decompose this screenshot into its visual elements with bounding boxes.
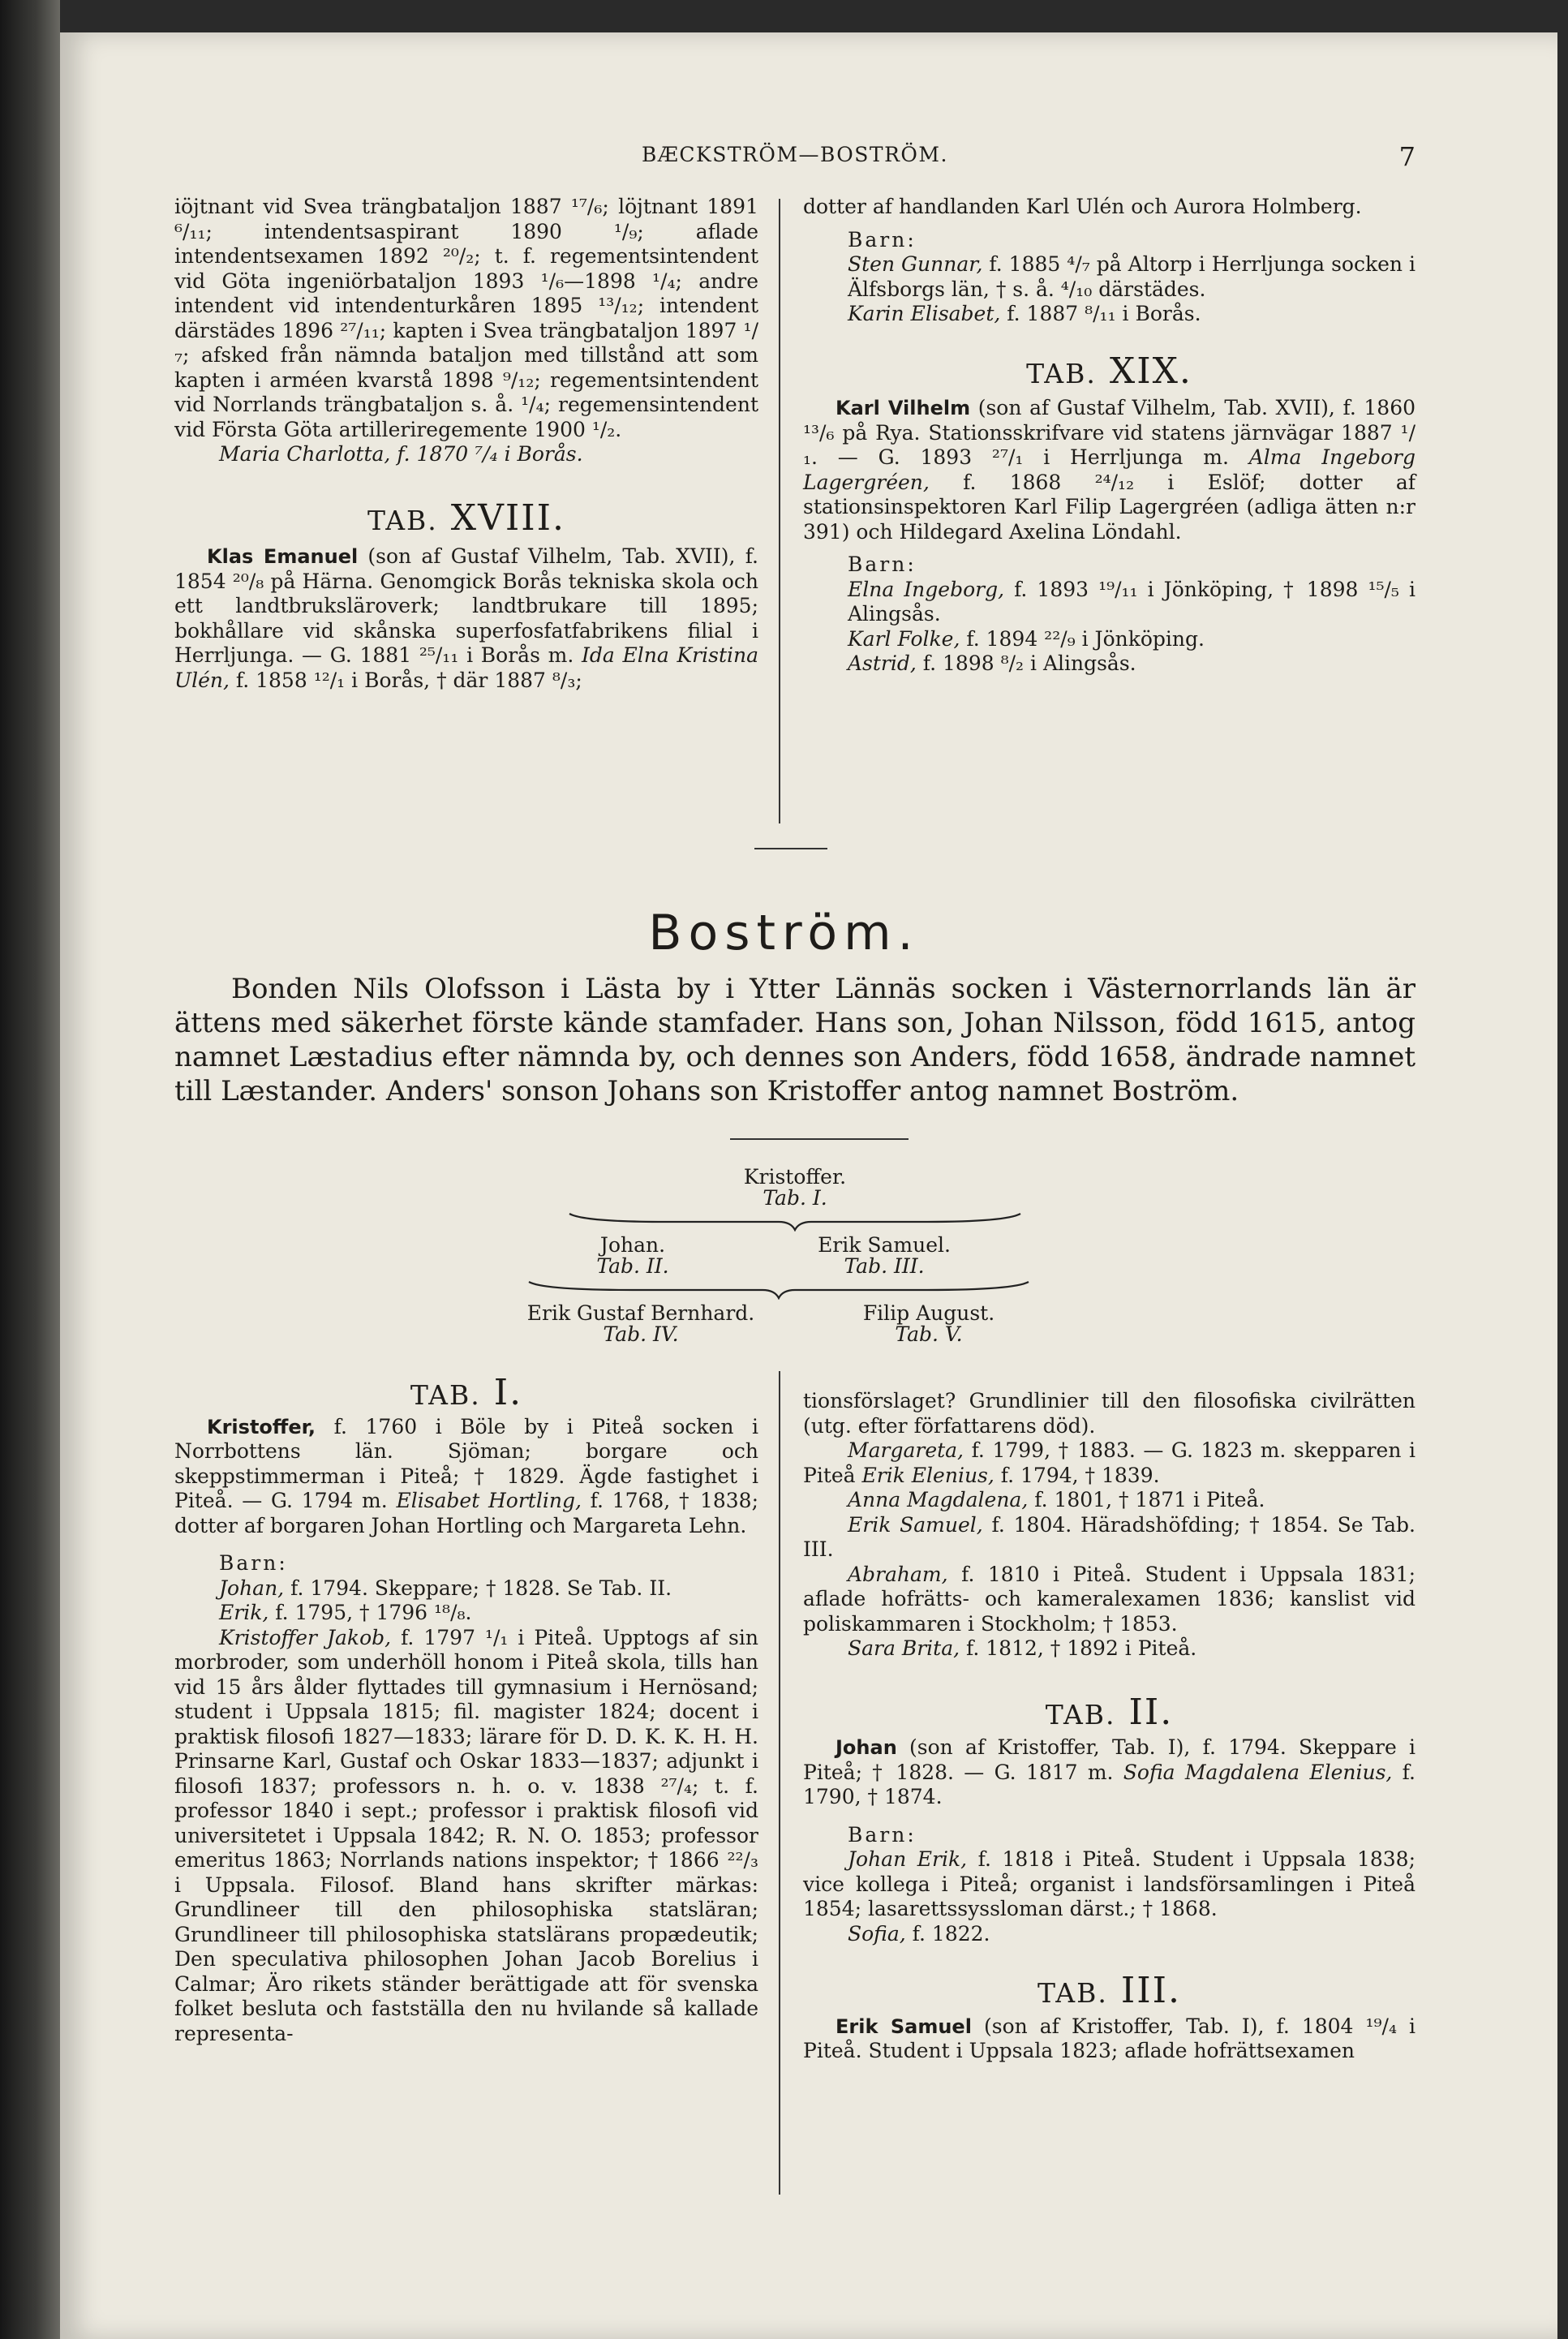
text-paragraph: iöjtnant vid Svea trängbataljon 1887 ¹⁷/₆; löjtnant 1891 ⁶/₁₁; intendentsaspirant 1890 ¹/₉; aflade intendentsexamen 1892 ²⁰/₂; t. f. regementsintendent vid Göta ingeniörbataljon 1893 ¹/₆—1898 ¹/₄; andre intendent vid intendenturkåren 1895 ¹³/₁₂; intendent därstädes 1896 ²⁷/₁₁; kapten i Svea trängbataljon 1897 ¹/₇; afsked från nämnda bataljon med tillstånd att som kapten i arméen kvarstå 1898 ⁹/₁₂; regementsintendent vid Norrlands trängbataljon s. å. ¹/₄; regemensintendent vid Första Göta artilleriregemente 1900 ¹/₂. <box>174 195 758 441</box>
child-entry <box>803 1922 1415 1947</box>
person-entry <box>803 396 1415 544</box>
child-name: Elna Ingeborg, <box>848 577 1005 601</box>
family-introduction <box>174 972 1415 1108</box>
child-name: Kristoffer Jakob, <box>219 1625 392 1649</box>
spouse-name: Sofia Magdalena Elenius, <box>1123 1760 1393 1784</box>
child-name: Erik Samuel, <box>848 1512 983 1537</box>
child-text: f. 1887 ⁸/₁₁ i Borås. <box>1000 302 1201 325</box>
person-entry <box>803 2014 1415 2064</box>
section-heading-tab-xviii <box>174 497 758 539</box>
children-label: Barn: <box>848 1822 917 1847</box>
section-heading-tab-xix <box>803 350 1415 392</box>
child-name: Johan, <box>219 1576 285 1600</box>
child-entry <box>803 1563 1415 1637</box>
running-title: BÆCKSTRÖM—BOSTRÖM. <box>642 143 948 166</box>
child-entry <box>803 1847 1415 1922</box>
person-text-tail: f. 1858 ¹²/₁ i Borås, † där 1887 ⁸/₃; <box>229 668 582 692</box>
spouse-name: Erik Elenius, <box>861 1463 994 1487</box>
tree-node-name: Erik Samuel. <box>818 1233 951 1257</box>
child-entry <box>803 252 1415 302</box>
child-entry <box>803 651 1415 677</box>
child-text: f. 1818 i Piteå. Student i Uppsala 1838; vice kollega i Piteå; organist i landsförsamlingen i Piteå 1854; lasarettssyssloman därst.; † 1868. <box>803 1847 1416 1920</box>
bottom-left-column <box>174 1372 759 2046</box>
section-heading-tab-ii <box>803 1691 1415 1733</box>
tree-node-tab-text: Tab. V. <box>895 1322 963 1346</box>
child-entry <box>174 1576 758 1602</box>
tree-node-tab-text: Tab. III. <box>844 1254 925 1278</box>
child-entry <box>803 302 1415 327</box>
intro-divider <box>730 1138 909 1140</box>
spouse-name: Ida Elna Kristina Ulén, <box>174 643 758 692</box>
tab-number: II. <box>1128 1691 1174 1733</box>
child-name: Anna Magdalena, <box>848 1488 1029 1511</box>
person-text: (son af Gustaf Vilhelm, Tab. XVII), f. 1860 ¹³/₆ på Rya. Stationsskrifvare vid statens järnvägar 1887 ¹/₁. — G. 1893 ²⁷/₁ i Herrljunga m. <box>803 396 1416 469</box>
tab-label: TAB. <box>367 504 438 536</box>
child-entry <box>803 578 1415 627</box>
spouse-name: Elisabet Hortling, <box>396 1489 582 1512</box>
text-paragraph: tionsförslaget? Grundlinier till den filosofiska civilrätten (utg. efter författarens död). <box>803 1389 1415 1438</box>
child-name: Sten Gunnar, <box>848 252 983 276</box>
person-entry <box>174 1415 758 1539</box>
child-name: Abraham, <box>848 1562 948 1586</box>
tree-node-tab-text: Tab. IV. <box>603 1322 679 1346</box>
column-divider <box>779 1371 780 2195</box>
section-heading-tab-i <box>174 1372 758 1413</box>
person-text-tail: f. 1790, † 1874. <box>803 1760 1415 1808</box>
child-text: f. 1804. Häradshöfding; † 1854. Se Tab. III. <box>803 1512 1415 1561</box>
tab-label: TAB. <box>1045 1698 1116 1731</box>
page-number: 7 <box>1398 141 1415 172</box>
tab-label: TAB. <box>1037 1977 1108 2009</box>
section-heading-tab-iii <box>803 1970 1415 2011</box>
person-text: (son af Kristoffer, Tab. I), f. 1804 ¹⁹/₄ i Piteå. Student i Uppsala 1823; aflade hofrättsexamen <box>803 2014 1415 2062</box>
text-paragraph: dotter af handlanden Karl Ulén och Aurora Holmberg. <box>803 195 1362 218</box>
child-text: f. 1893 ¹⁹/₁₁ i Jönköping, † 1898 ¹⁵/₅ i Alingsås. <box>848 577 1415 626</box>
person-name: Johan <box>836 1736 897 1759</box>
children-label: Barn: <box>848 227 917 252</box>
tree-node-name: Kristoffer. <box>743 1165 847 1189</box>
person-text-tail: f. 1768, † 1838; dotter af borgaren Johan Hortling och Margareta Lehn. <box>174 1489 759 1537</box>
person-name: Kristoffer, <box>207 1415 316 1438</box>
child-text: f. 1810 i Piteå. Student i Uppsala 1831; aflade hofrätts- och kameralexamen 1836; kanslist vid poliskammaren i Stockholm; † 1853. <box>803 1562 1415 1636</box>
child-text: f. 1894 ²²/₉ i Jönköping. <box>960 626 1205 651</box>
tab-label: TAB. <box>410 1379 481 1411</box>
child-entry <box>174 1601 758 1626</box>
child-name: Sofia, <box>848 1921 906 1946</box>
child-name: Johan Erik, <box>848 1847 968 1871</box>
child-text-tail: f. 1794, † 1839. <box>994 1463 1160 1487</box>
child-entry <box>803 627 1415 652</box>
child-text: f. 1898 ⁸/₂ i Alingsås. <box>916 651 1136 675</box>
tree-node-tab-text: Tab. II. <box>596 1254 669 1278</box>
child-text: f. 1795, † 1796 ¹⁸/₈. <box>268 1601 472 1624</box>
person-text: f. 1760 i Böle by i Piteå socken i Norrbottens län. Sjöman; borgare och skeppstimmerman i Piteå; † 1829. Ägde fastighet i Piteå. — G. 1794 m. <box>174 1414 758 1512</box>
child-entry <box>803 1488 1415 1513</box>
top-left-column <box>174 195 758 693</box>
person-entry <box>174 544 758 693</box>
child-name: Margareta, <box>848 1438 964 1462</box>
column-divider <box>779 199 780 823</box>
tree-node-name: Filip August. <box>862 1301 995 1325</box>
child-name: Erik, <box>219 1601 269 1624</box>
children-label: Barn: <box>219 1551 288 1575</box>
book-spine <box>0 0 60 2339</box>
child-entry-text: Maria Charlotta, f. 1870 ⁷/₄ i Borås. <box>219 442 583 466</box>
tab-number: XVIII. <box>450 497 565 539</box>
child-text: f. 1885 ⁴/₇ på Altorp i Herrljunga socken i Älfsborgs län, † s. å. ⁴/₁₀ därstädes. <box>848 252 1415 301</box>
child-entry <box>174 1626 758 2047</box>
child-name: Sara Brita, <box>848 1636 960 1660</box>
family-section-title: Boström. <box>648 905 920 961</box>
tab-label: TAB. <box>1026 357 1097 389</box>
tab-number: XIX. <box>1109 350 1192 392</box>
tab-number: I. <box>493 1372 523 1413</box>
person-name: Karl Vilhelm <box>836 397 971 419</box>
intro-paragraph: Bonden Nils Olofsson i Lästa by i Ytter Lännäs socken i Västernorrlands län är ättens med säkerhet förste kände stamfader. Hans son, Johan Nilsson, född 1615, antog namnet Læstadius efter nämnda by, och dennes son Anders, född 1658, ändrade namnet till Læstander. Anders' sonson Johans son Kristoffer antog namnet Boström. <box>174 973 1415 1107</box>
child-text: f. 1812, † 1892 i Piteå. <box>960 1636 1197 1660</box>
bottom-right-column <box>803 1389 1415 2064</box>
children-label: Barn: <box>848 553 917 576</box>
tree-node-tab-text: Tab. I. <box>763 1186 827 1210</box>
page-header <box>174 143 1415 175</box>
tab-number: III. <box>1120 1970 1181 2011</box>
top-right-column <box>803 195 1415 677</box>
child-text: f. 1822. <box>905 1921 990 1946</box>
child-entry <box>803 1636 1415 1662</box>
child-entry <box>803 1438 1415 1488</box>
person-text: (son af Gustaf Vilhelm, Tab. XVII), f. 1854 ²⁰/₈ på Härna. Genomgick Borås tekniska skola och ett landtbruksläroverk; landtbrukare till 1895; bokhållare vid skånska superfosfatfabrikens filial i Herrljunga. — G. 1881 ²⁵/₁₁ i Borås m. <box>174 544 758 667</box>
person-entry <box>803 1735 1415 1810</box>
child-name: Karl Folke, <box>848 626 960 651</box>
child-name: Astrid, <box>848 651 917 675</box>
child-text: f. 1797 ¹/₁ i Piteå. Upptogs af sin morbroder, som underhöll honom i Piteå skola, tills han vid 15 års ålder flyttades till gymnasium i Hernösand; student i Uppsala 1815; fil. magister 1824; docent i praktisk filosofi 1827—1833; lärare för D. D. K. K. H. H. Prinsarne Karl, Gustaf och Oskar 1833—1837; adjunkt i filosofi 1837; professors n. h. o. v. 1838 ²⁷/₄; t. f. professor 1840 i sept.; professor i praktisk filosofi vid universitetet i Uppsala 1842; R. N. O. 1853; professor emeritus 1863; Norrlands nations inspektor; † 1866 ²²/₃ i Uppsala. Filosof. Bland hans skrifter märkas: Grundlineer till den philosophiska statsläran; Grundlineer till philosophiska statslärans propædeutik; Den speculativa philosophen Johan Jacob Borelius i Calmar; Äro rikets ständer berättigade att för svenska folket besluta och fastställa den nu hvilande så kallade representa- <box>174 1625 758 2045</box>
child-text: f. 1799, † 1883. — G. 1823 m. skepparen i Piteå <box>803 1438 1415 1487</box>
person-name: Klas Emanuel <box>207 545 359 568</box>
child-entry <box>803 1513 1415 1563</box>
child-name: Karin Elisabet, <box>848 302 1001 325</box>
person-text: (son af Kristoffer, Tab. I), f. 1794. Skeppare i Piteå; † 1828. — G. 1817 m. <box>803 1735 1415 1784</box>
spouse-name: Alma Ingeborg Lagergréen, <box>803 445 1415 494</box>
child-text: f. 1794. Skeppare; † 1828. Se Tab. II. <box>284 1576 672 1600</box>
person-name: Erik Samuel <box>836 2014 972 2038</box>
section-divider <box>754 848 827 849</box>
child-entry <box>174 442 758 467</box>
child-text: f. 1801, † 1871 i Piteå. <box>1028 1488 1265 1511</box>
tree-node-name: Erik Gustaf Bernhard. <box>526 1301 755 1325</box>
person-text-tail: f. 1868 ²⁴/₁₂ i Eslöf; dotter af stationsinspektoren Karl Filip Lagergréen (adliga ätten n:r 391) och Hildegard Axelina Löndahl. <box>803 470 1415 544</box>
tree-node-name: Johan. <box>599 1233 666 1257</box>
